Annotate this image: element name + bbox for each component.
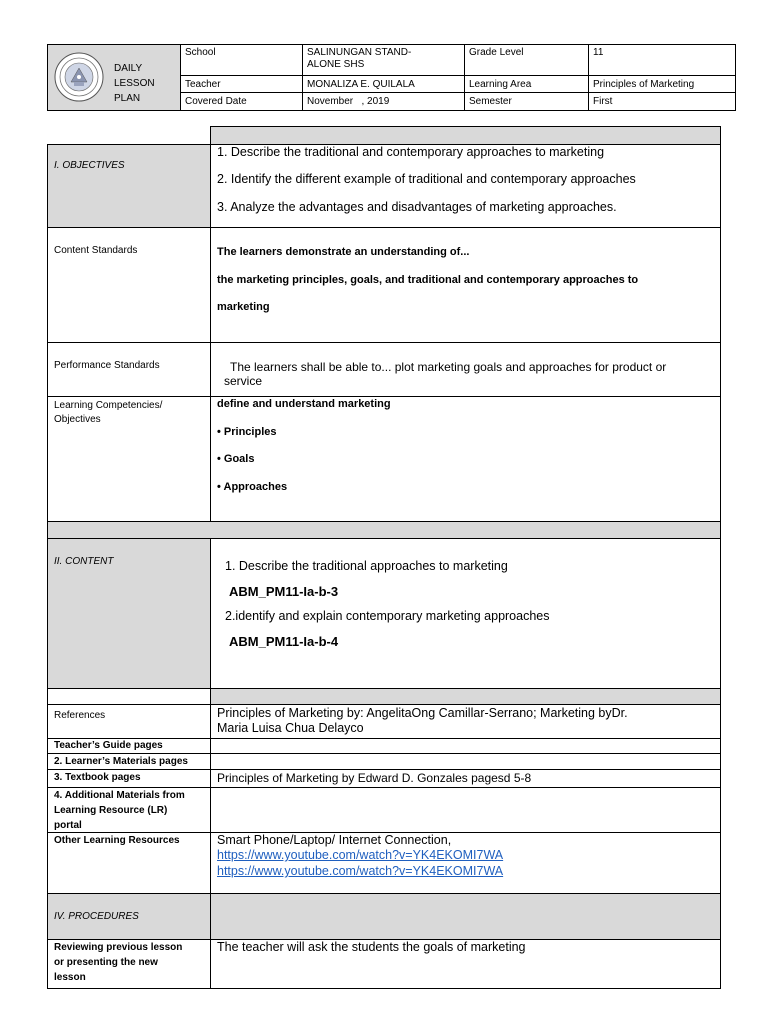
other-resources-content-cell <box>210 832 721 894</box>
review-label-line: lesson <box>54 972 86 983</box>
other-resources-line: Smart Phone/Laptop/ Internet Connection, <box>217 833 452 847</box>
content-item: 1. Describe the traditional approaches to marketing <box>225 559 508 573</box>
procedures-label-cell <box>47 893 211 940</box>
semester-value: First <box>593 96 613 107</box>
procedures-content-cell <box>210 893 721 940</box>
covered-date-label: Covered Date <box>185 96 247 107</box>
spacer-label-cell <box>47 688 211 705</box>
review-label-line: Reviewing previous lesson <box>54 942 183 953</box>
competencies-label <box>48 397 210 429</box>
additional-materials-value-cell <box>210 787 721 833</box>
performance-standards-label-cell <box>47 342 211 397</box>
performance-standards-line: service <box>224 374 263 388</box>
objectives-label: I. OBJECTIVES <box>54 160 125 171</box>
competencies-intro: define and understand marketing <box>217 398 391 410</box>
competencies-label-cell <box>47 396 211 522</box>
content-standards-content-cell <box>210 227 721 343</box>
references-label-cell <box>47 704 211 739</box>
textbook-label-cell <box>47 769 211 788</box>
additional-materials-label-cell <box>47 787 211 833</box>
title-line: DAILY <box>114 63 143 74</box>
teacher-guide-label: Teacher’s Guide pages <box>54 740 163 751</box>
grade-level-value: 11 <box>593 47 604 58</box>
objectives-content-cell <box>210 144 721 228</box>
performance-standards-line: The learners shall be able to... plot marketing goals and approaches for product or <box>230 360 667 374</box>
competencies-content-cell <box>210 396 721 522</box>
content-label: II. CONTENT <box>54 556 114 567</box>
objective-item: 3. Analyze the advantages and disadvantages of marketing approaches. <box>217 200 617 214</box>
semester-label: Semester <box>469 96 512 107</box>
covered-date-value: November , 2019 <box>307 96 390 107</box>
performance-standards-content-cell <box>210 342 721 397</box>
grade-level-label: Grade Level <box>469 47 524 58</box>
textbook-value-cell <box>210 769 721 788</box>
procedures-label: IV. PROCEDURES <box>54 911 139 922</box>
references-line: Maria Luisa Chua Delayco <box>217 721 364 735</box>
references-label: References <box>54 710 106 721</box>
teacher-label: Teacher <box>185 79 221 90</box>
review-content-cell <box>210 939 721 989</box>
competency-item: • Goals <box>217 453 255 465</box>
content-code: ABM_PM11-Ia-b-3 <box>229 584 339 599</box>
review-label <box>48 940 210 987</box>
review-value: The teacher will ask the students the goals of marketing <box>217 940 526 954</box>
competency-item: • Approaches <box>217 481 288 493</box>
school-value: SALINUNGAN STAND-ALONE SHS <box>307 47 412 70</box>
objective-item: 2. Identify the different example of traditional and contemporary approaches <box>217 172 636 186</box>
other-resources-label-cell <box>47 832 211 894</box>
learning-area-label: Learning Area <box>469 79 532 90</box>
objectives-label-cell <box>47 144 211 228</box>
review-label-line: or presenting the new <box>54 957 158 968</box>
content-item: 2.identify and explain contemporary marketing approaches <box>225 609 550 623</box>
competencies-label-line: Objectives <box>54 414 101 425</box>
teacher-value: MONALIZA E. QUILALA <box>307 79 415 90</box>
competency-item: • Principles <box>217 426 277 438</box>
daily-lesson-plan-title <box>114 61 155 106</box>
additional-materials-label <box>48 788 210 835</box>
content-standards-label-cell <box>47 227 211 343</box>
textbook-value: Principles of Marketing by Edward D. Gonzales pagesd 5-8 <box>217 771 532 785</box>
content-standards-line: marketing <box>217 301 270 313</box>
teacher-guide-label-cell <box>47 738 211 754</box>
textbook-label: 3. Textbook pages <box>54 772 141 783</box>
references-line: Principles of Marketing by: AngelitaOng Camillar-Serrano; Marketing byDr. <box>217 706 628 720</box>
content-standards-line: The learners demonstrate an understanding of... <box>217 246 470 258</box>
school-label: School <box>185 47 216 58</box>
references-content-cell <box>210 704 721 739</box>
additional-materials-label-line: portal <box>54 820 82 831</box>
competencies-label-line: Learning Competencies/ <box>54 400 163 411</box>
content-label-cell <box>47 538 211 689</box>
top-shaded-row <box>210 126 721 145</box>
teacher-guide-value-cell <box>210 738 721 754</box>
title-line: PLAN <box>114 93 141 104</box>
shaded-spacer-row <box>210 688 721 705</box>
objective-item: 1. Describe the traditional and contemporary approaches to marketing <box>217 145 605 159</box>
performance-standards-label: Performance Standards <box>54 360 160 371</box>
review-label-cell <box>47 939 211 989</box>
header-table <box>47 44 736 111</box>
content-standards-label: Content Standards <box>54 245 138 256</box>
content-standards-line: the marketing principles, goals, and traditional and contemporary approaches to <box>217 274 639 286</box>
lesson-plan-table <box>47 126 721 989</box>
youtube-link[interactable]: https://www.youtube.com/watch?v=YK4EKOMI7WA <box>217 848 504 862</box>
title-line: LESSON <box>114 78 155 89</box>
learner-materials-value-cell <box>210 753 721 770</box>
youtube-link[interactable]: https://www.youtube.com/watch?v=YK4EKOMI7WA <box>217 864 504 878</box>
logo-cell <box>48 45 181 110</box>
learner-materials-label: 2. Learner’s Materials pages <box>54 756 188 767</box>
other-resources-label: Other Learning Resources <box>54 835 180 846</box>
additional-materials-label-line: Learning Resource (LR) <box>54 805 168 816</box>
deped-seal-icon <box>54 52 104 102</box>
content-code: ABM_PM11-Ia-b-4 <box>229 634 339 649</box>
learning-area-value: Principles of Marketing <box>593 79 695 90</box>
content-content-cell <box>210 538 721 689</box>
shaded-spacer-row <box>47 521 721 539</box>
learner-materials-label-cell <box>47 753 211 770</box>
additional-materials-label-line: 4. Additional Materials from <box>54 790 185 801</box>
